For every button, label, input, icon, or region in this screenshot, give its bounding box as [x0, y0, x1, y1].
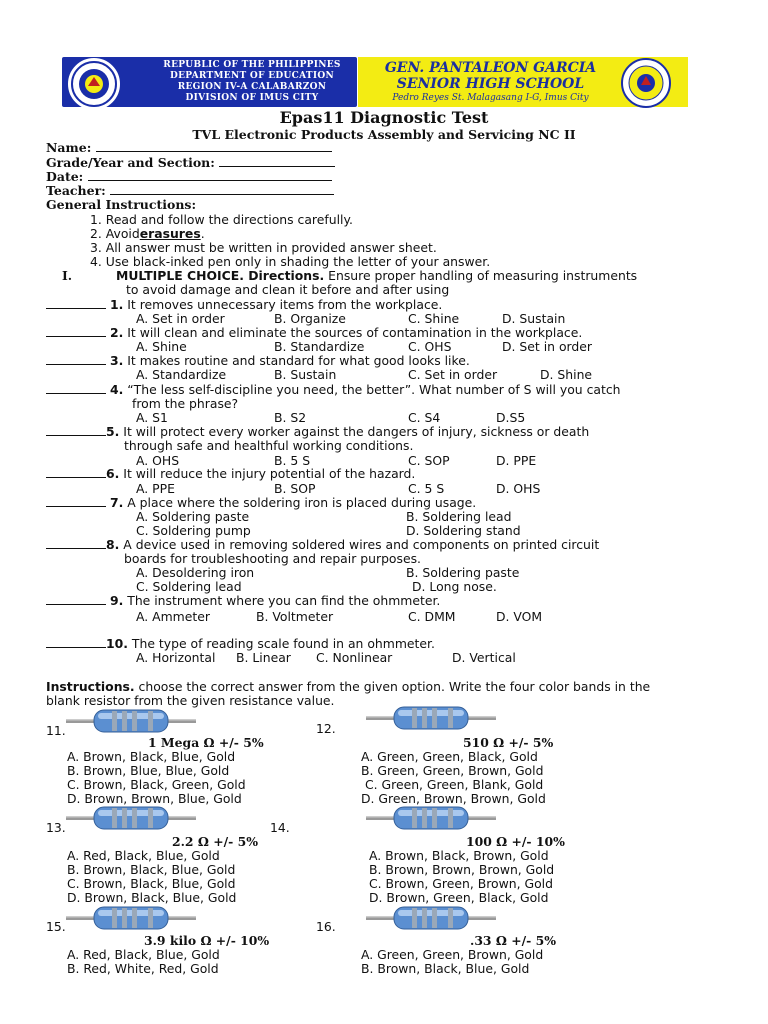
item-14-option-c: C. Brown, Green, Brown, Gold [369, 876, 553, 891]
item-15-option-a: A. Red, Black, Blue, Gold [67, 947, 220, 962]
q5-choice-d: D. PPE [496, 453, 537, 468]
q4-choice-a: A. S1 [136, 410, 168, 425]
item-11-option-d: D. Brown, Brown, Blue, Gold [67, 791, 242, 806]
answer-blank[interactable] [46, 537, 106, 549]
answer-blank[interactable] [46, 593, 106, 605]
grade-section-field[interactable] [46, 155, 335, 170]
item-13-option-d: D. Brown, Black, Blue, Gold [67, 890, 237, 905]
q5-choice-c: C. SOP [408, 453, 450, 468]
q1-choice-d: D. Sustain [502, 311, 566, 326]
school-banner [358, 57, 688, 107]
q8-text-2: boards for troubleshooting and repair purposes. [124, 551, 421, 566]
q9-choice-b: B. Voltmeter [256, 609, 334, 624]
q5-text-2: through safe and healthful working conditions. [124, 438, 414, 453]
q7-choice-a: A. Soldering paste [136, 509, 250, 524]
q2-choice-a: A. Shine [136, 339, 187, 354]
item-15-option-b: B. Red, White, Red, Gold [67, 961, 219, 976]
question-4: 4. “The less self-discipline you need, the better”. What number of S will you catch [46, 382, 621, 397]
resistor-icon [366, 804, 496, 832]
item-12-option-a: A. Green, Green, Black, Gold [361, 749, 538, 764]
item-13-option-b: B. Brown, Black, Blue, Gold [67, 862, 236, 877]
instruction-4: 4. Use black-inked pen only in shading the letter of your answer. [90, 254, 491, 269]
teacher-label: Teacher: [46, 183, 106, 198]
answer-blank[interactable] [46, 424, 106, 436]
item-14-value: 100 Ω +/- 10% [466, 834, 565, 849]
question-9: 9. The instrument where you can find the ohmmeter. [46, 593, 440, 608]
answer-blank[interactable] [46, 466, 106, 478]
item-14-number: 14. [270, 820, 290, 835]
question-10: 10. The type of reading scale found in an ohmmeter. [46, 636, 435, 651]
name-label: Name: [46, 140, 92, 155]
q1-choice-c: C. Shine [408, 311, 460, 326]
q6-choice-c: C. 5 S [408, 481, 445, 496]
school-type: SENIOR HIGH SCHOOL [396, 76, 585, 92]
q6-choice-a: A. PPE [136, 481, 175, 496]
q9-choice-c: C. DMM [408, 609, 456, 624]
answer-blank[interactable] [46, 495, 106, 507]
banner-line-2: DEPARTMENT OF EDUCATION [169, 71, 335, 81]
answer-blank[interactable] [46, 325, 106, 337]
item-16-option-b: B. Brown, Black, Blue, Gold [361, 961, 530, 976]
q10-choice-d: D. Vertical [452, 650, 516, 665]
q3-choice-b: B. Sustain [274, 367, 337, 382]
section-text-2: to avoid damage and clean it before and after using [126, 282, 450, 297]
school-address: Pedro Reyes St. Malagasang I-G, Imus City [392, 93, 589, 103]
q1-choice-a: A. Set in order [136, 311, 225, 326]
item-15-number: 15. [46, 919, 66, 934]
answer-blank[interactable] [46, 353, 106, 365]
resistor-icon [66, 904, 196, 932]
q6-choice-d: D. OHS [496, 481, 541, 496]
item-11-option-c: C. Brown, Black, Green, Gold [67, 777, 246, 792]
question-1: 1. It removes unnecessary items from the workplace. [46, 297, 442, 312]
q7-choice-c: C. Soldering pump [136, 523, 251, 538]
item-13-option-a: A. Red, Black, Blue, Gold [67, 848, 220, 863]
date-field[interactable] [46, 169, 332, 184]
instruction-1: 1. Read and follow the directions carefully. [90, 212, 353, 227]
item-11-number: 11. [46, 723, 66, 738]
deped-seal-icon [68, 58, 120, 110]
resistor-icon [66, 804, 196, 832]
answer-blank[interactable] [46, 636, 106, 648]
q1-choice-b: B. Organize [274, 311, 346, 326]
q2-choice-b: B. Standardize [274, 339, 365, 354]
q5-choice-a: A. OHS [136, 453, 180, 468]
question-5: 5. It will protect every worker against the dangers of injury, sickness or death [46, 424, 589, 439]
q7-choice-d: D. Soldering stand [406, 523, 521, 538]
banner-line-1: REPUBLIC OF THE PHILIPPINES [163, 60, 341, 70]
q8-choice-b: B. Soldering paste [406, 565, 520, 580]
school-name: GEN. PANTALEON GARCIA [384, 60, 597, 76]
item-12-number: 12. [316, 721, 336, 736]
item-15-value: 3.9 kilo Ω +/- 10% [144, 933, 270, 948]
q3-choice-d: D. Shine [540, 367, 593, 382]
section-heading: MULTIPLE CHOICE. Directions. Ensure proper handling of measuring instruments [116, 268, 638, 283]
instructions-2: Instructions. choose the correct answer from the given option. Write the four color bands in the [46, 679, 651, 694]
answer-blank[interactable] [46, 297, 106, 309]
item-12-option-d: D. Green, Brown, Brown, Gold [361, 791, 546, 806]
question-2: 2. It will clean and eliminate the sources of contamination in the workplace. [46, 325, 582, 340]
q4-choice-b: B. S2 [274, 410, 307, 425]
q4-choice-c: C. S4 [408, 410, 441, 425]
q8-choice-c: C. Soldering lead [136, 579, 242, 594]
q3-choice-c: C. Set in order [408, 367, 498, 382]
q4-choice-d: D.S5 [496, 410, 526, 425]
item-12-option-c: C. Green, Green, Blank, Gold [365, 777, 544, 792]
teacher-field[interactable] [46, 183, 334, 198]
item-14-option-d: D. Brown, Green, Black, Gold [369, 890, 549, 905]
item-13-option-c: C. Brown, Black, Blue, Gold [67, 876, 236, 891]
question-8: 8. A device used in removing soldered wires and components on printed circuit [46, 537, 599, 552]
question-6: 6. It will reduce the injury potential of the hazard. [46, 466, 415, 481]
q2-choice-c: C. OHS [408, 339, 452, 354]
resistor-icon [366, 704, 496, 732]
q8-choice-d: D. Long nose. [412, 579, 497, 594]
answer-blank[interactable] [46, 382, 106, 394]
q8-choice-a: A. Desoldering iron [136, 565, 255, 580]
q10-choice-a: A. Horizontal [136, 650, 216, 665]
instructions-2-line2: blank resistor from the given resistance value. [46, 693, 335, 708]
item-16-value: .33 Ω +/- 5% [470, 933, 556, 948]
question-3: 3. It makes routine and standard for what good looks like. [46, 353, 470, 368]
q9-choice-d: D. VOM [496, 609, 543, 624]
item-13-number: 13. [46, 820, 66, 835]
school-seal-icon [620, 57, 672, 109]
grade-section-label: Grade/Year and Section: [46, 155, 215, 170]
instruction-3: 3. All answer must be written in provided answer sheet. [90, 240, 437, 255]
item-16-number: 16. [316, 919, 336, 934]
q7-choice-b: B. Soldering lead [406, 509, 512, 524]
date-label: Date: [46, 169, 84, 184]
page-title: Epas11 Diagnostic Test [279, 108, 489, 127]
resistor-icon [66, 707, 196, 735]
item-13-value: 2.2 Ω +/- 5% [172, 834, 258, 849]
q5-choice-b: B. 5 S [274, 453, 311, 468]
q3-choice-a: A. Standardize [136, 367, 227, 382]
item-11-option-b: B. Brown, Blue, Blue, Gold [67, 763, 230, 778]
name-field[interactable] [46, 140, 332, 155]
banner-line-4: DIVISION OF IMUS CITY [185, 93, 319, 103]
item-11-option-a: A. Brown, Black, Blue, Gold [67, 749, 236, 764]
item-12-option-b: B. Green, Green, Brown, Gold [361, 763, 544, 778]
deped-banner [62, 57, 357, 107]
instruction-2: 2. Avoiderasures. [90, 226, 205, 241]
q6-choice-b: B. SOP [274, 481, 316, 496]
q4-text-2: from the phrase? [132, 396, 239, 411]
question-7: 7. A place where the soldering iron is placed during usage. [46, 495, 476, 510]
q10-choice-c: C. Nonlinear [316, 650, 393, 665]
resistor-icon [366, 904, 496, 932]
general-instructions-heading: General Instructions: [46, 197, 197, 212]
item-16-option-a: A. Green, Green, Brown, Gold [361, 947, 544, 962]
q10-choice-b: B. Linear [236, 650, 291, 665]
item-14-option-b: B. Brown, Brown, Brown, Gold [369, 862, 555, 877]
item-11-value: 1 Mega Ω +/- 5% [148, 735, 264, 750]
section-number: I. [62, 268, 73, 283]
q2-choice-d: D. Set in order [502, 339, 592, 354]
page-subtitle: TVL Electronic Products Assembly and Servicing NC II [192, 127, 576, 142]
item-14-option-a: A. Brown, Black, Brown, Gold [369, 848, 549, 863]
q9-choice-a: A. Ammeter [136, 609, 210, 624]
item-12-value: 510 Ω +/- 5% [463, 735, 554, 750]
banner-line-3: REGION IV-A CALABARZON [177, 82, 327, 92]
